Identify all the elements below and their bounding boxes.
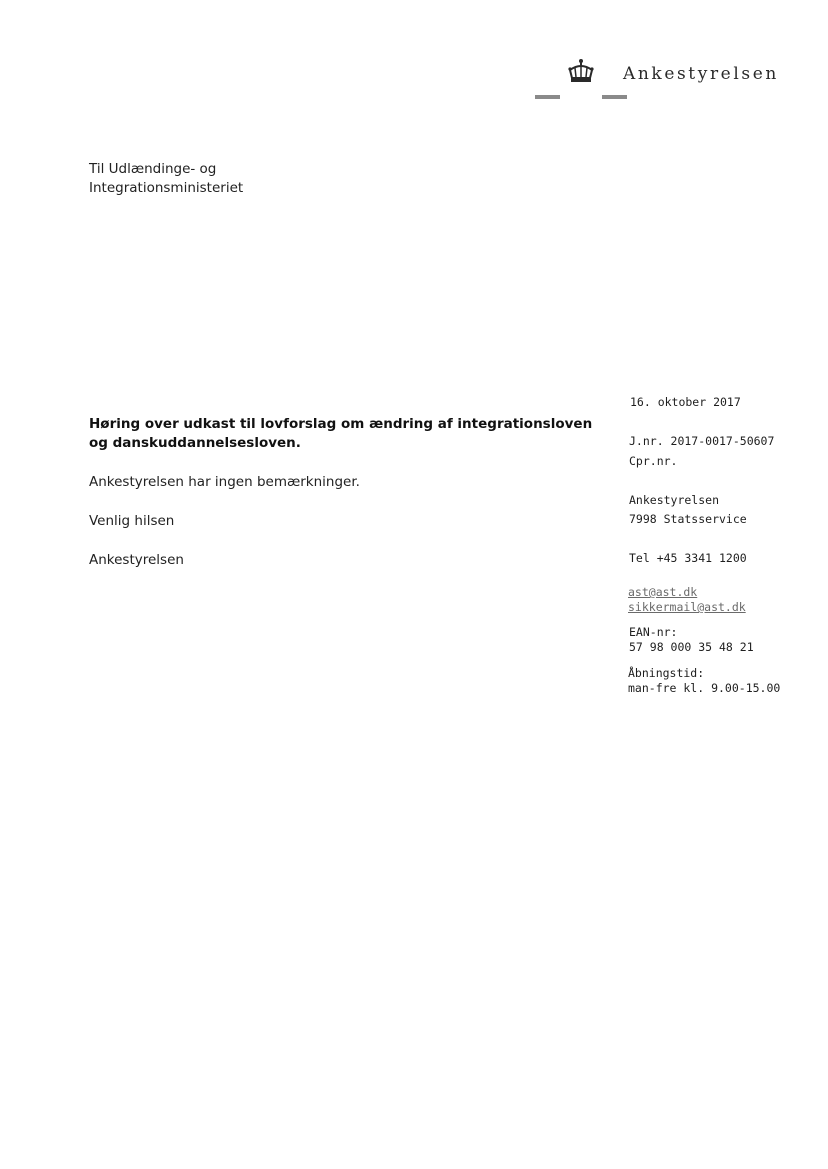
letter-signature: Ankestyrelsen (89, 552, 184, 568)
letter-date: 16. oktober 2017 (630, 395, 741, 409)
letter-body: Ankestyrelsen har ingen bemærkninger. (89, 474, 360, 490)
email-link[interactable]: ast@ast.dk (628, 585, 698, 599)
recipient-block (89, 160, 243, 198)
opening-hours-value: man-fre kl. 9.00-15.00 (628, 681, 781, 695)
sender-organization: Ankestyrelsen (629, 493, 720, 507)
recipient-line-2: Integrationsministeriet (89, 180, 244, 196)
opening-hours-label: Åbningstid: (628, 666, 705, 680)
crown-icon (566, 58, 596, 86)
letter-closing: Venlig hilsen (89, 513, 175, 529)
sender-phone: Tel +45 3341 1200 (629, 551, 747, 565)
subject-line-2: og danskuddannelsesloven. (89, 435, 301, 451)
sender-address: 7998 Statsservice (629, 512, 747, 526)
recipient-line-1: Til Udlændinge- og (89, 161, 217, 177)
header-divider-left (535, 95, 560, 99)
brand-name: Ankestyrelsen (623, 64, 779, 84)
header-divider-right (602, 95, 627, 99)
ean-label: EAN-nr: (629, 625, 678, 639)
secure-email-link[interactable]: sikkermail@ast.dk (628, 600, 746, 614)
subject-line-1: Høring over udkast til lovforslag om ændring af integrationsloven (89, 416, 593, 432)
journal-number: J.nr. 2017-0017-50607 (629, 434, 775, 448)
letter-subject (89, 415, 609, 453)
cpr-number: Cpr.nr. (629, 454, 678, 468)
ean-value: 57 98 000 35 48 21 (629, 640, 754, 654)
